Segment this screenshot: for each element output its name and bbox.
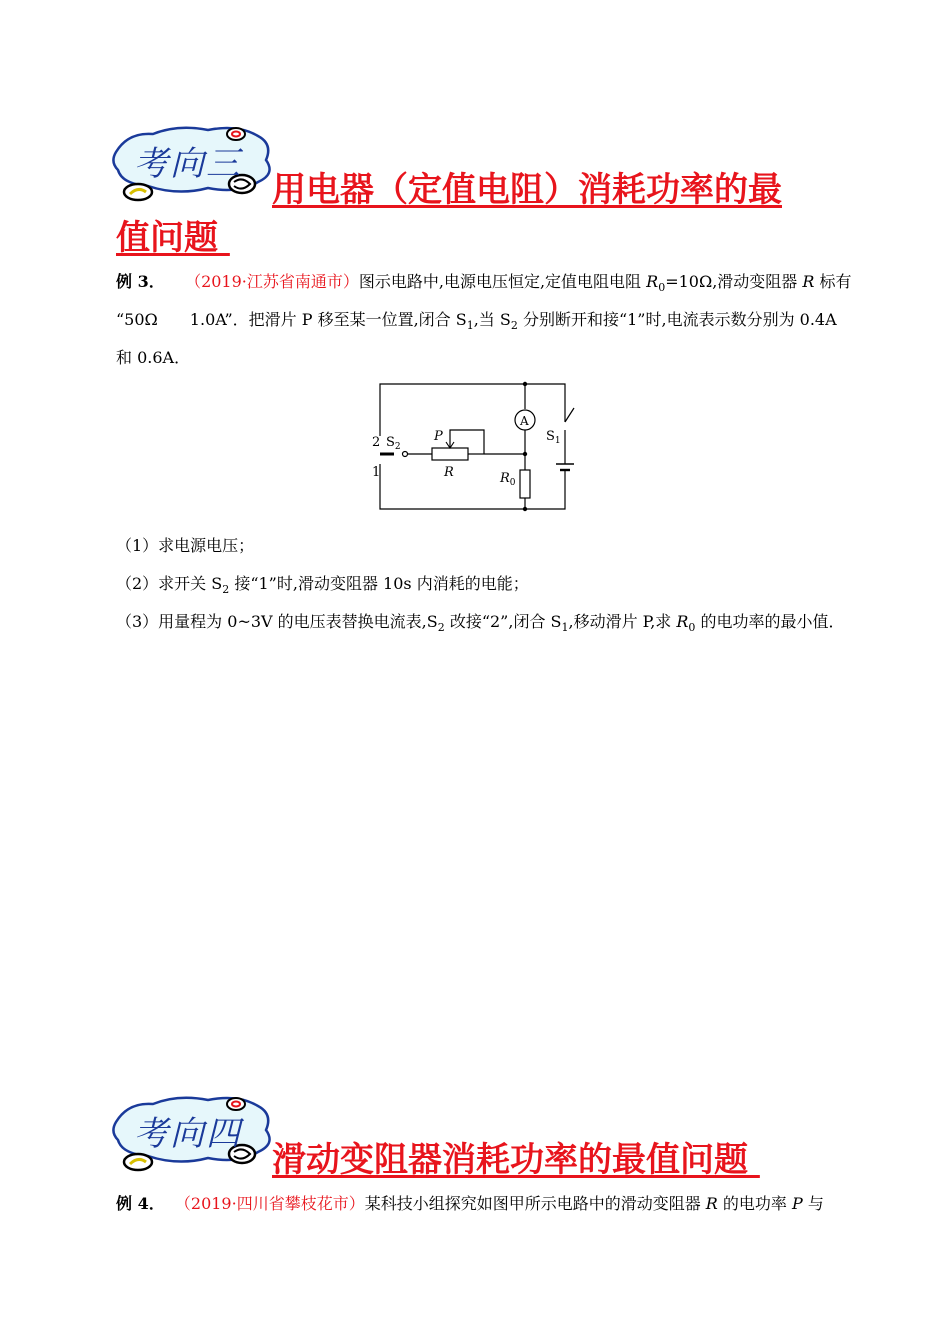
label-2: 2 — [372, 435, 381, 450]
sub: 2 — [437, 621, 445, 635]
text: ,当 S — [473, 310, 511, 329]
badge-text: 考向三 — [134, 144, 242, 184]
r-symbol: R — [676, 612, 689, 631]
label-r0-text: R — [500, 471, 510, 486]
heading-text: 滑动变阻器消耗功率的最值问题 — [272, 1140, 748, 1180]
example3-line1 — [116, 272, 852, 298]
label-s1 — [546, 429, 561, 446]
label-r0 — [499, 471, 516, 488]
example3-line2 — [116, 310, 837, 336]
text: 标有 — [814, 272, 852, 291]
section3-heading-line1: 用电器（定值电阻）消耗功率的最 — [272, 170, 782, 210]
text: 的电功率的最小值． — [695, 612, 845, 631]
label-ammeter: A — [520, 414, 529, 428]
circuit-diagram — [360, 378, 600, 518]
example4-line1 — [116, 1194, 824, 1214]
section3-badge — [108, 122, 278, 212]
sub: 0 — [688, 621, 696, 635]
section4-heading — [272, 1138, 760, 1182]
junction-dot-top — [523, 382, 527, 386]
sub: 2 — [222, 583, 230, 597]
r0-symbol: R — [646, 272, 659, 291]
sub: 1 — [561, 621, 569, 635]
text: 某科技小组探究如图甲所示电路中的滑动变阻器 — [364, 1194, 706, 1213]
text: 接“1”时,滑动变阻器 10s 内消耗的电能； — [229, 574, 529, 593]
source-tag: （2019·江苏省南通市） — [185, 272, 359, 291]
label-r0-sub: 0 — [509, 478, 516, 488]
section3-heading-line2 — [116, 216, 230, 260]
r-symbol: R — [802, 272, 815, 291]
heading-text: 值问题 — [116, 218, 218, 258]
junction-dot-mid — [523, 452, 527, 456]
r0-sub: 0 — [658, 281, 666, 295]
label-s2 — [386, 435, 401, 452]
text: （3）用量程为 0~3V 的电压表替换电流表,S — [116, 612, 438, 631]
label-1: 1 — [372, 465, 381, 480]
section4-badge — [108, 1092, 278, 1182]
label-s1-text: S — [546, 429, 555, 444]
text: 改接“2”,闭合 S — [444, 612, 562, 631]
p-symbol: P — [792, 1194, 803, 1213]
s2-sub: 2 — [510, 319, 518, 333]
question-1: （1）求电源电压； — [116, 536, 255, 555]
example-label: 例 3． — [116, 272, 165, 291]
label-s2-text: S — [386, 435, 395, 450]
label-p: P — [434, 429, 443, 444]
label-s1-sub: 1 — [554, 436, 561, 446]
example-label: 例 4． — [116, 1194, 165, 1213]
junction-dot-bottom — [523, 507, 527, 511]
label-r: R — [444, 465, 454, 480]
text: “50Ω 1.0A”．把滑片 P 移至某一位置,闭合 S — [116, 310, 467, 329]
r-symbol: R — [705, 1194, 718, 1213]
example3-line3: 和 0.6A． — [116, 348, 191, 367]
text: =10Ω,滑动变阻器 — [665, 272, 803, 291]
source-tag: （2019·四川省攀枝花市） — [174, 1194, 365, 1213]
text: （2）求开关 S — [116, 574, 223, 593]
s1-sub: 1 — [466, 319, 474, 333]
text: 的电功率 — [717, 1194, 793, 1213]
text: 图示电路中,电源电压恒定,定值电阻电阻 — [358, 272, 647, 291]
text: ,移动滑片 P,求 — [568, 612, 677, 631]
text: 分别断开和接“1”时,电流表示数分别为 0.4A — [517, 310, 837, 329]
question-3 — [116, 612, 845, 638]
question-2 — [116, 574, 529, 600]
label-s2-sub: 2 — [394, 442, 401, 452]
text: 与 — [802, 1194, 824, 1213]
badge-text: 考向四 — [134, 1114, 242, 1154]
